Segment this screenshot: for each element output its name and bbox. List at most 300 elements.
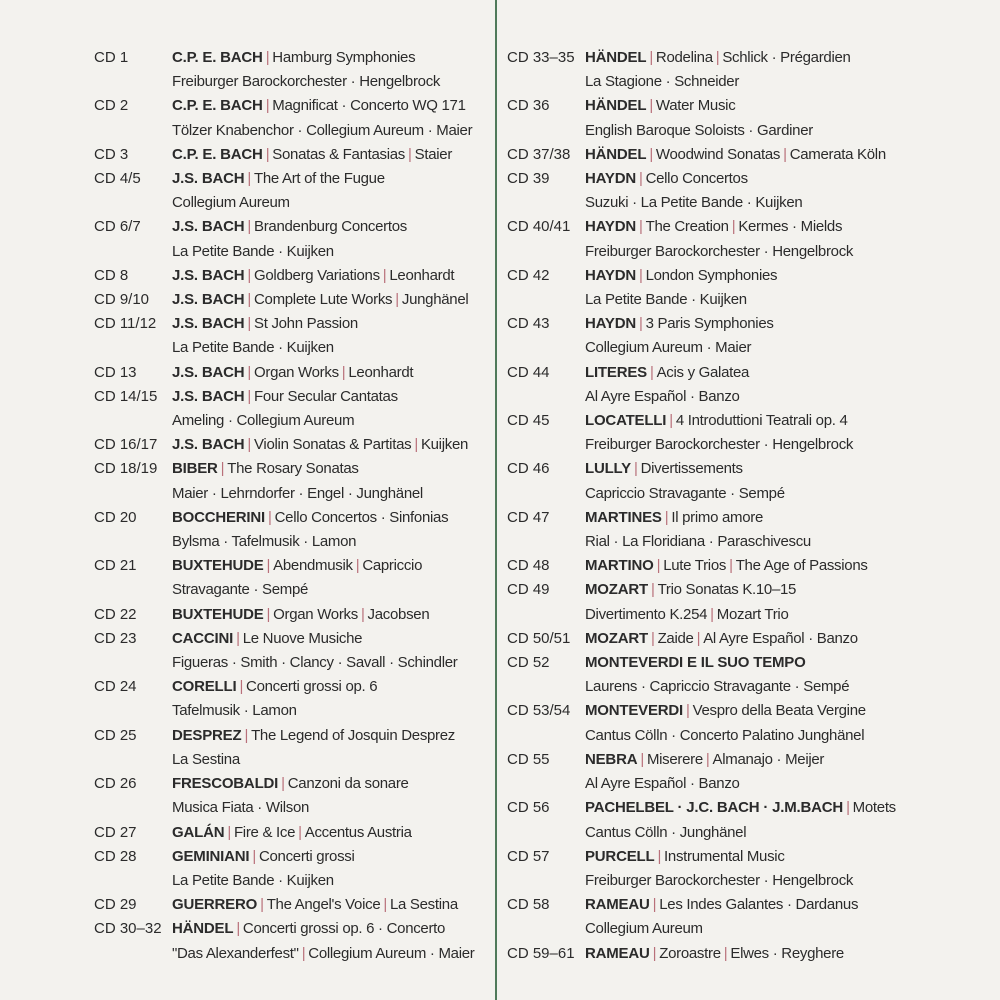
entry-text: Abendmusik [273, 557, 353, 575]
cd-entry-details [172, 724, 494, 772]
cd-entry [507, 143, 907, 167]
entry-text: La Petite Bande · Kuijken [172, 242, 334, 260]
separator-bar: | [247, 315, 251, 333]
cd-number: CD 46 [507, 460, 550, 478]
separator-bar: | [247, 363, 251, 381]
entry-text: Stravagante · Sempé [172, 581, 309, 599]
entry-text: Organ Works [273, 605, 358, 623]
separator-bar: | [669, 412, 673, 430]
cd-entry-details [172, 94, 494, 142]
cd-entry [507, 845, 907, 893]
entry-line [585, 506, 907, 530]
cd-entry [94, 917, 494, 965]
entry-text: La Stagione · Schneider [585, 73, 740, 91]
composer-name: RAMEAU [585, 896, 650, 914]
entry-line [585, 748, 907, 772]
entry-text: Figueras · Smith · Clancy · Savall · Schindler [172, 654, 458, 672]
left-column [94, 46, 494, 966]
entry-line [172, 603, 494, 627]
entry-text: Kermes · Mields [738, 218, 843, 236]
entry-text: Complete Lute Works [254, 291, 393, 309]
cd-entry-details [585, 312, 907, 360]
cd-number: CD 47 [507, 508, 550, 526]
cd-number: CD 59–61 [507, 944, 575, 962]
entry-line [585, 917, 907, 941]
entry-text: Rodelina [655, 49, 713, 66]
entry-text: Woodwind Sonatas [655, 145, 781, 163]
entry-line [585, 821, 907, 845]
entry-text: English Baroque Soloists · Gardiner [585, 121, 813, 139]
entry-line [172, 119, 494, 143]
cd-entry-details [172, 288, 494, 312]
entry-text: Leonhardt [389, 266, 455, 284]
composer-name: C.P. E. BACH [172, 49, 263, 66]
cd-entry-details [585, 699, 907, 747]
entry-line [172, 46, 494, 70]
entry-text: Mozart Trio [716, 605, 789, 623]
entry-line [172, 772, 494, 796]
entry-text: Staier [414, 145, 453, 163]
cd-entry [507, 409, 907, 457]
entry-text: Concerti grossi op. 6 · Concerto [242, 920, 446, 938]
cd-number: CD 52 [507, 654, 550, 672]
entry-line [172, 94, 494, 118]
cd-entry [94, 215, 494, 263]
entry-text: Vespro della Beata Vergine [692, 702, 866, 720]
entry-text: Maier · Lehrndorfer · Engel · Junghänel [172, 484, 423, 502]
entry-text: Jacobsen [367, 605, 430, 623]
composer-name: HÄNDEL [172, 920, 234, 938]
entry-line [172, 699, 494, 723]
entry-text: Organ Works [254, 363, 339, 381]
entry-line [585, 603, 907, 627]
entry-text: Zoroastre [659, 944, 721, 962]
entry-text: The Creation [645, 218, 729, 236]
composer-name: J.S. BACH [172, 266, 245, 284]
entry-text: Canzoni da sonare [287, 775, 409, 793]
cd-number: CD 3 [94, 145, 129, 163]
entry-line [585, 70, 907, 94]
cd-number: CD 48 [507, 557, 550, 575]
composer-name: LOCATELLI [585, 412, 667, 430]
cd-entry-details [172, 215, 494, 263]
cd-entry [94, 893, 494, 917]
entry-text: Camerata Köln [789, 145, 886, 163]
cd-entry [507, 215, 907, 263]
entry-line [585, 578, 907, 602]
entry-line [585, 796, 907, 820]
entry-text: Laurens · Capriccio Stravagante · Sempé [585, 678, 850, 696]
composer-name: CORELLI [172, 678, 237, 696]
entry-text: Hamburg Symphonies [272, 49, 416, 66]
entry-text: Magnificat · Concerto WQ 171 [272, 97, 466, 115]
cd-entry [507, 361, 907, 409]
entry-text: Capriccio Stravagante · Sempé [585, 484, 785, 502]
entry-text: La Sestina [172, 750, 240, 768]
cd-entry [507, 167, 907, 215]
entry-text: The Age of Passions [735, 557, 868, 575]
cd-entry [507, 627, 907, 651]
separator-bar: | [723, 944, 728, 962]
entry-text: Ameling · Collegium Aureum [172, 412, 355, 430]
composer-name: LULLY [585, 460, 631, 478]
composer-name: MARTINO [585, 557, 654, 575]
cd-entry [94, 845, 494, 893]
entry-text: Water Music [655, 97, 736, 115]
cd-entry [94, 94, 494, 142]
cd-number: CD 4/5 [94, 170, 141, 188]
composer-name: MOZART [585, 629, 648, 647]
entry-line [172, 578, 494, 602]
cd-number: CD 23 [94, 629, 137, 647]
separator-bar: | [265, 49, 270, 66]
entry-line [585, 409, 907, 433]
cd-entry [507, 264, 907, 312]
entry-text: Rial · La Floridiana · Paraschivescu [585, 533, 811, 551]
cd-number: CD 9/10 [94, 291, 150, 309]
separator-bar: | [705, 750, 710, 768]
entry-text: Les Indes Galantes · Dardanus [659, 896, 859, 914]
cd-number: CD 14/15 [94, 387, 158, 405]
entry-line [585, 627, 907, 651]
entry-text: St John Passion [254, 315, 358, 333]
entry-text: Divertimento K.254 [585, 605, 708, 623]
cd-entry [94, 361, 494, 385]
composer-name: BOCCHERINI [172, 508, 266, 526]
cd-entry-details [585, 893, 907, 941]
entry-text: Collegium Aureum · Maier [308, 944, 475, 962]
separator-bar: | [649, 145, 653, 163]
entry-text: Freiburger Barockorchester · Hengelbrock [585, 871, 854, 889]
separator-bar: | [265, 97, 270, 115]
composer-name: BUXTEHUDE [172, 605, 264, 623]
cd-number: CD 28 [94, 847, 137, 865]
cd-entry-details [172, 772, 494, 820]
composer-name: NEBRA [585, 750, 638, 768]
cd-entry-details [172, 603, 494, 627]
composer-name: MONTEVERDI [585, 702, 684, 720]
entry-line [172, 724, 494, 748]
separator-bar: | [649, 363, 654, 381]
cd-entry [94, 46, 494, 94]
separator-bar: | [247, 266, 251, 284]
entry-text: Goldberg Variations [254, 266, 380, 284]
entry-text: Freiburger Barockorchester · Hengelbrock [585, 436, 854, 454]
composer-name: C.P. E. BACH [172, 97, 263, 115]
entry-text: Instrumental Music [664, 847, 785, 865]
cd-number: CD 29 [94, 896, 137, 914]
cd-entry [507, 942, 907, 966]
cd-entry-details [585, 361, 907, 409]
entry-line [172, 482, 494, 506]
cd-number: CD 18/19 [94, 460, 158, 478]
cd-entry-details [585, 215, 907, 263]
entry-line [585, 240, 907, 264]
composer-name: LITERES [585, 363, 647, 381]
cd-entry-details [172, 554, 494, 602]
entry-line [585, 893, 907, 917]
entry-line [172, 215, 494, 239]
cd-number: CD 2 [94, 97, 129, 115]
entry-line [585, 361, 907, 385]
entry-text: Al Ayre Español · Banzo [585, 775, 740, 793]
separator-bar: | [638, 170, 643, 188]
cd-number: CD 58 [507, 896, 550, 914]
composer-name: PACHELBEL · J.C. BACH · J.M.BACH [585, 799, 844, 817]
entry-text: Trio Sonatas K.10–15 [657, 581, 797, 599]
cd-entry [94, 143, 494, 167]
entry-line [585, 433, 907, 457]
separator-bar: | [652, 944, 657, 962]
composer-name: BUXTEHUDE [172, 557, 264, 575]
composer-name: HAYDN [585, 266, 636, 284]
entry-line [172, 288, 494, 312]
cd-entry [94, 312, 494, 360]
entry-text: Cello Concertos [645, 170, 748, 188]
entry-text: Elwes · Reyghere [730, 944, 844, 962]
entry-line [585, 215, 907, 239]
cd-entry [507, 46, 907, 94]
cd-number: CD 24 [94, 678, 137, 696]
cd-number: CD 13 [94, 363, 137, 381]
entry-line [585, 869, 907, 893]
separator-bar: | [220, 460, 225, 478]
entry-text: Leonhardt [348, 363, 414, 381]
entry-text: Tölzer Knabenchor · Collegium Aureum · Maier [172, 121, 473, 139]
cd-entry [94, 433, 494, 457]
cd-number: CD 16/17 [94, 436, 158, 454]
cd-entry-details [172, 675, 494, 723]
cd-number: CD 56 [507, 799, 550, 817]
cd-entry [94, 385, 494, 433]
composer-name: J.S. BACH [172, 363, 245, 381]
separator-bar: | [244, 726, 249, 744]
cd-entry-details [172, 385, 494, 433]
entry-text: The Legend of Josquin Desprez [251, 726, 455, 744]
entry-line [172, 869, 494, 893]
entry-text: Al Ayre Español · Banzo [585, 387, 740, 405]
cd-number: CD 8 [94, 266, 129, 284]
entry-line [172, 240, 494, 264]
separator-bar: | [649, 97, 653, 115]
cd-entry [507, 796, 907, 844]
entry-text: Divertissements [640, 460, 743, 478]
entry-text: Concerti grossi [258, 847, 355, 865]
entry-text: "Das Alexanderfest" [172, 944, 299, 962]
cd-entry [94, 603, 494, 627]
separator-bar: | [247, 170, 251, 188]
entry-text: Capriccio [362, 557, 423, 575]
entry-text: Collegium Aureum [585, 920, 703, 938]
entry-line [172, 264, 494, 288]
cd-entry-details [585, 264, 907, 312]
cd-entry [94, 821, 494, 845]
composer-name: HAYDN [585, 170, 636, 188]
composer-name: HAYDN [585, 218, 636, 236]
entry-line [172, 312, 494, 336]
cd-entry-details [172, 46, 494, 94]
entry-line [585, 288, 907, 312]
separator-bar: | [355, 557, 360, 575]
separator-bar: | [252, 847, 256, 865]
entry-line [585, 530, 907, 554]
separator-bar: | [664, 508, 669, 526]
cd-number: CD 20 [94, 508, 137, 526]
entry-line [172, 191, 494, 215]
separator-bar: | [649, 49, 653, 66]
cd-entry-details [172, 457, 494, 505]
composer-name: J.S. BACH [172, 315, 245, 333]
entry-text: Freiburger Barockorchester · Hengelbrock [585, 242, 854, 260]
cd-number: CD 30–32 [94, 920, 162, 938]
composer-name: FRESCOBALDI [172, 775, 279, 793]
cd-number: CD 39 [507, 170, 550, 188]
cd-entry-details [585, 457, 907, 505]
entry-line [172, 143, 494, 167]
separator-bar: | [686, 702, 690, 720]
entry-line [172, 336, 494, 360]
entry-text: Miserere [646, 750, 703, 768]
cd-entry-details [585, 554, 907, 578]
cd-entry-details [585, 578, 907, 626]
composer-name: PURCELL [585, 847, 655, 865]
entry-line [172, 409, 494, 433]
cd-entry-details [585, 651, 907, 699]
cd-number: CD 25 [94, 726, 137, 744]
cd-entry [507, 651, 907, 699]
cd-entry-details [585, 506, 907, 554]
entry-line [172, 917, 494, 941]
column-divider [495, 0, 497, 1000]
separator-bar: | [247, 436, 251, 454]
entry-line [172, 651, 494, 675]
cd-entry [507, 312, 907, 360]
separator-bar: | [301, 944, 306, 962]
entry-line [172, 385, 494, 409]
entry-text: Freiburger Barockorchester · Hengelbrock [172, 73, 441, 91]
separator-bar: | [268, 508, 272, 526]
composer-name: C.P. E. BACH [172, 145, 263, 163]
entry-line [585, 119, 907, 143]
composer-name: RAMEAU [585, 944, 650, 962]
cd-entry-details [172, 627, 494, 675]
entry-line [585, 336, 907, 360]
composer-name: J.S. BACH [172, 387, 245, 405]
cd-entry-details [172, 167, 494, 215]
entry-line [585, 167, 907, 191]
entry-line [585, 191, 907, 215]
separator-bar: | [729, 557, 733, 575]
separator-bar: | [638, 266, 643, 284]
entry-text: Il primo amore [671, 508, 764, 526]
cd-number: CD 44 [507, 363, 550, 381]
separator-bar: | [408, 145, 412, 163]
cd-entry-details [585, 627, 907, 651]
entry-text: Suzuki · La Petite Bande · Kuijken [585, 194, 803, 212]
entry-text: 3 Paris Symphonies [645, 315, 774, 333]
cd-number: CD 49 [507, 581, 550, 599]
entry-text: Lute Trios [663, 557, 727, 575]
entry-line [172, 530, 494, 554]
entry-line [585, 772, 907, 796]
cd-entry-details [585, 748, 907, 796]
separator-bar: | [247, 291, 251, 309]
entry-line [585, 46, 907, 70]
separator-bar: | [266, 605, 271, 623]
entry-line [172, 796, 494, 820]
composer-name: J.S. BACH [172, 436, 245, 454]
entry-line [172, 893, 494, 917]
entry-line [172, 167, 494, 191]
separator-bar: | [265, 145, 270, 163]
entry-line [585, 675, 907, 699]
composer-name: J.S. BACH [172, 218, 245, 236]
separator-bar: | [783, 145, 787, 163]
cd-entry-details [585, 796, 907, 844]
composer-name: HÄNDEL [585, 145, 647, 163]
separator-bar: | [715, 49, 720, 66]
cd-entry-details [172, 143, 494, 167]
entry-text: Almanajo · Meijer [712, 750, 825, 768]
cd-entry [94, 627, 494, 675]
separator-bar: | [395, 291, 399, 309]
separator-bar: | [710, 605, 714, 623]
cd-number: CD 21 [94, 557, 137, 575]
entry-line [585, 724, 907, 748]
cd-entry [507, 457, 907, 505]
separator-bar: | [656, 557, 661, 575]
cd-entry-details [172, 893, 494, 917]
cd-entry-details [585, 46, 907, 94]
composer-name: DESPREZ [172, 726, 242, 744]
separator-bar: | [227, 823, 231, 841]
composer-name: GALÁN [172, 823, 225, 841]
cd-entry-details [172, 506, 494, 554]
entry-text: Accentus Austria [304, 823, 412, 841]
entry-text: Musica Fiata · Wilson [172, 799, 310, 817]
entry-line [585, 312, 907, 336]
cd-entry [94, 772, 494, 820]
cd-entry-details [172, 264, 494, 288]
separator-bar: | [414, 436, 418, 454]
entry-text: Schlick · Prégardien [722, 49, 851, 66]
cd-entry-details [172, 917, 494, 965]
entry-line [585, 942, 907, 966]
entry-text: La Sestina [389, 896, 458, 914]
composer-name: GEMINIANI [172, 847, 250, 865]
entry-text: La Petite Bande · Kuijken [172, 339, 334, 357]
composer-name: HAYDN [585, 315, 636, 333]
cd-entry [94, 457, 494, 505]
cd-entry-details [585, 942, 907, 966]
entry-text: Cantus Cölln · Concerto Palatino Junghänel [585, 726, 865, 744]
cd-entry-details [172, 845, 494, 893]
cd-entry [507, 748, 907, 796]
entry-line [172, 506, 494, 530]
entry-line [585, 699, 907, 723]
cd-number: CD 6/7 [94, 218, 141, 236]
cd-entry-details [172, 312, 494, 360]
entry-line [172, 821, 494, 845]
entry-line [585, 554, 907, 578]
entry-line [585, 143, 907, 167]
entry-text: Zaide [657, 629, 694, 647]
cd-entry-details [172, 361, 494, 385]
entry-line [585, 482, 907, 506]
cd-entry [94, 724, 494, 772]
separator-bar: | [650, 629, 655, 647]
composer-name: BIBER [172, 460, 218, 478]
